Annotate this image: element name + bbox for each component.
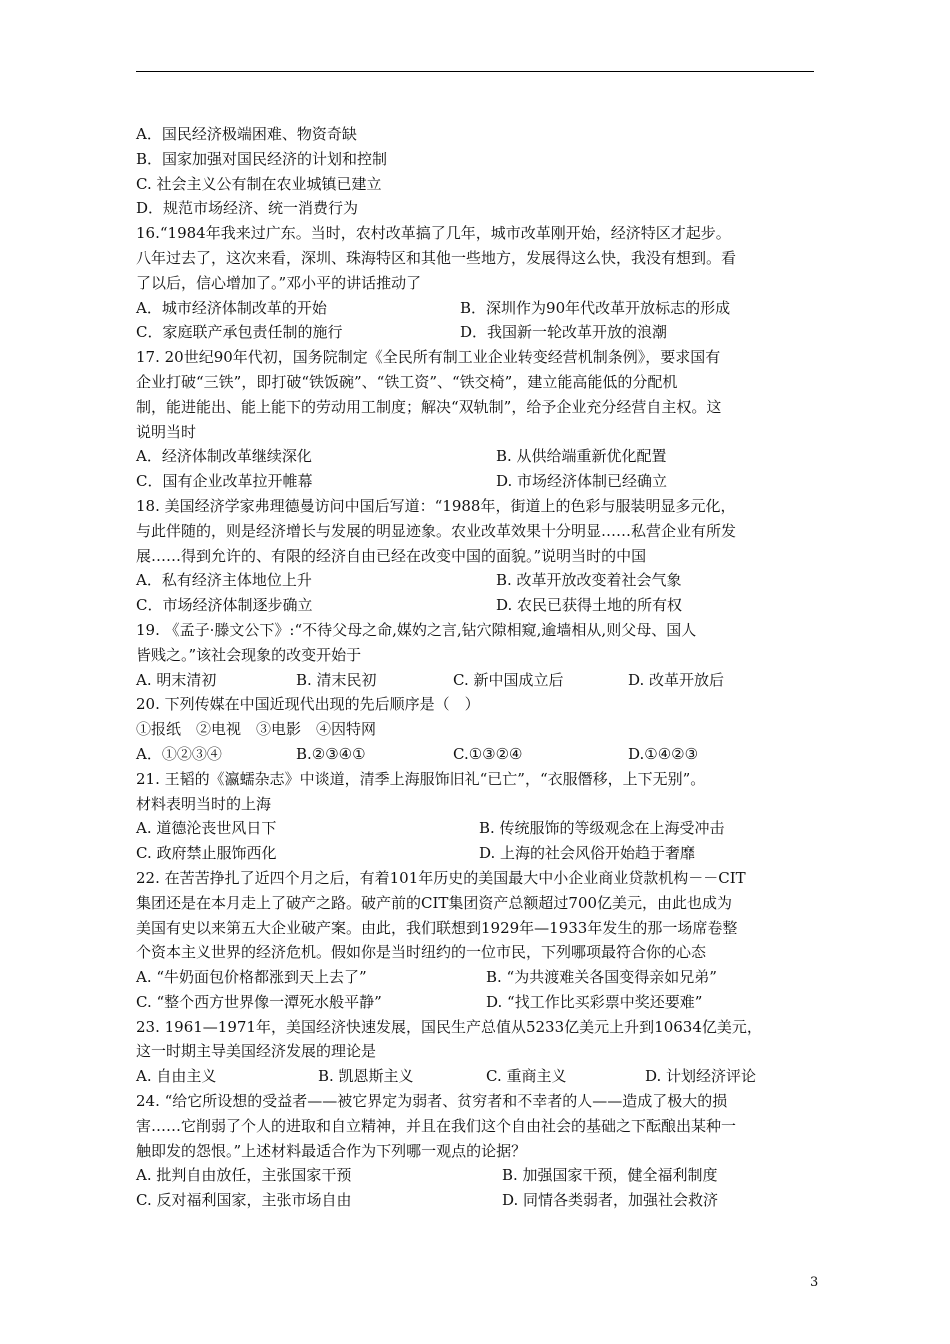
q24-stem-text-3: 触即发的怨恨。”上述材料最适合作为下列哪一观点的论据？ bbox=[136, 1141, 527, 1160]
q24-option-b: B. 加强国家干预，健全福利制度 bbox=[502, 1166, 718, 1185]
q17-options-row-2 bbox=[136, 469, 816, 494]
q19-option-b: B. 清末民初 bbox=[296, 670, 377, 689]
q23-stem-text-1: 23. 1961—1971年，美国经济快速发展，国民生产总值从5233亿美元上升到10634亿美元， bbox=[136, 1017, 762, 1036]
q17-option-b: B. 从供给端重新优化配置 bbox=[496, 447, 667, 466]
q19-option-d: D. 改革开放后 bbox=[628, 670, 725, 689]
q24-stem-text-2: 害……它削弱了个人的进取和自立精神，并且在我们这个自由社会的基础之下酝酿出某种一 bbox=[136, 1116, 737, 1135]
q20-items-line bbox=[136, 717, 816, 742]
q17-stem-text-1: 17. 20世纪90年代初，国务院制定《全民所有制工业企业转变经营机制条例》，要求国有 bbox=[136, 348, 721, 367]
q24-stem-line-3 bbox=[136, 1139, 816, 1164]
q23-option-a: A. 自由主义 bbox=[136, 1067, 217, 1086]
q22-stem-text-1: 22. 在苦苦挣扎了近四个月之后，有着101年历史的美国最大中小企业商业贷款机构－－CIT bbox=[136, 868, 746, 887]
q20-option-a: A．①②③④ bbox=[136, 744, 222, 763]
q15-option-b: B．国家加强对国民经济的计划和控制 bbox=[136, 149, 388, 168]
q18-options-row-1 bbox=[136, 568, 816, 593]
q23-stem-line-1 bbox=[136, 1015, 816, 1040]
q22-stem-line-2 bbox=[136, 891, 816, 916]
q20-items-text: ①报纸 ②电视 ③电影 ④因特网 bbox=[136, 720, 377, 739]
q22-stem-line-1 bbox=[136, 866, 816, 891]
q19-stem-text-2: 皆贱之。”该社会现象的改变开始于 bbox=[136, 645, 362, 664]
q17-stem-text-3: 制，能进能出、能上能下的劳动用工制度；解决“双轨制”，给予企业充分经营自主权。这 bbox=[136, 397, 722, 416]
q16-option-d: D．我国新一轮改革开放的浪潮 bbox=[460, 323, 668, 342]
q16-stem-line-3 bbox=[136, 271, 816, 296]
q18-option-b: B. 改革开放改变着社会气象 bbox=[496, 571, 682, 590]
q24-option-c: C. 反对福利国家，主张市场自由 bbox=[136, 1191, 352, 1210]
q17-stem-line-3 bbox=[136, 395, 816, 420]
q16-stem-line-2 bbox=[136, 246, 816, 271]
q21-option-d: D. 上海的社会风俗开始趋于奢靡 bbox=[479, 844, 696, 863]
q22-options-row-2 bbox=[136, 990, 816, 1015]
q21-option-a: A. 道德沦丧世风日下 bbox=[136, 819, 277, 838]
q24-stem-line-2 bbox=[136, 1114, 816, 1139]
q16-option-c: C．家庭联产承包责任制的施行 bbox=[136, 323, 343, 342]
q23-stem-line-2 bbox=[136, 1039, 816, 1064]
q22-stem-text-3: 美国有史以来第五大企业破产案。由此，我们联想到1929年—1933年发生的那一场席卷整 bbox=[136, 918, 738, 937]
q18-stem-text-3: 展……得到允许的、有限的经济自由已经在改变中国的面貌。”说明当时的中国 bbox=[136, 546, 647, 565]
q22-options-row-1 bbox=[136, 965, 816, 990]
q24-option-a: A. 批判自由放任，主张国家干预 bbox=[136, 1166, 352, 1185]
q18-stem-line-2 bbox=[136, 519, 816, 544]
q15-option-d: D．规范市场经济、统一消费行为 bbox=[136, 199, 359, 218]
q21-option-b: B. 传统服饰的等级观念在上海受冲击 bbox=[479, 819, 725, 838]
q16-option-a: A．城市经济体制改革的开始 bbox=[136, 298, 327, 317]
q16-options-row-2 bbox=[136, 320, 816, 345]
header-rule bbox=[136, 71, 814, 72]
q24-options-row-2 bbox=[136, 1188, 816, 1213]
q24-options-row-1 bbox=[136, 1163, 816, 1188]
q19-options-row bbox=[136, 668, 816, 693]
q20-option-b: B.②③④① bbox=[296, 744, 366, 763]
q15-option-a-line bbox=[136, 122, 816, 147]
q15-option-c-line bbox=[136, 172, 816, 197]
q21-stem-line-1 bbox=[136, 767, 816, 792]
q23-option-d: D. 计划经济评论 bbox=[645, 1067, 757, 1086]
q17-stem-text-2: 企业打破“三铁”，即打破“铁饭碗”、“铁工资”、“铁交椅”，建立能高能低的分配机 bbox=[136, 372, 678, 391]
q22-option-c: C. “整个西方世界像一潭死水般平静” bbox=[136, 992, 382, 1011]
q17-stem-line-4 bbox=[136, 420, 816, 445]
q22-option-a: A. “牛奶面包价格都涨到天上去了” bbox=[136, 968, 367, 987]
q16-stem-text-1: 16.“1984年我来过广东。当时，农村改革搞了几年，城市改革刚开始，经济特区才起步。 bbox=[136, 224, 731, 243]
q16-option-b: B．深圳作为90年代改革开放标志的形成 bbox=[460, 298, 731, 317]
q18-stem-text-1: 18. 美国经济学家弗理德曼访问中国后写道：“1988年，街道上的色彩与服装明显多元化， bbox=[136, 496, 736, 515]
q21-stem-text-1: 21. 王韬的《瀛蠕杂志》中谈道，清季上海服饰旧礼“已亡”，“衣服僭移，上下无别”。 bbox=[136, 769, 706, 788]
q17-stem-line-2 bbox=[136, 370, 816, 395]
q16-stem-text-2: 八年过去了，这次来看，深圳、珠海特区和其他一些地方，发展得这么快，我没有想到。看 bbox=[136, 248, 737, 267]
q20-stem-text: 20. 下列传媒在中国近现代出现的先后顺序是（ ） bbox=[136, 695, 480, 714]
q17-option-c: C．国有企业改革拉开帷幕 bbox=[136, 472, 313, 491]
q23-option-b: B. 凯恩斯主义 bbox=[318, 1067, 414, 1086]
q18-options-row-2 bbox=[136, 593, 816, 618]
exam-page-content bbox=[136, 122, 816, 1213]
q15-option-b-line bbox=[136, 147, 816, 172]
q17-option-a: A．经济体制改革继续深化 bbox=[136, 447, 312, 466]
q18-option-c: C．市场经济体制逐步确立 bbox=[136, 596, 313, 615]
q23-options-row bbox=[136, 1064, 816, 1089]
q18-stem-line-1 bbox=[136, 494, 816, 519]
q19-stem-line-2 bbox=[136, 643, 816, 668]
q23-stem-text-2: 这一时期主导美国经济发展的理论是 bbox=[136, 1042, 377, 1061]
q24-option-d: D. 同情各类弱者，加强社会救济 bbox=[502, 1191, 719, 1210]
q17-options-row-1 bbox=[136, 444, 816, 469]
q18-option-a: A．私有经济主体地位上升 bbox=[136, 571, 312, 590]
q22-stem-text-2: 集团还是在本月走上了破产之路。破产前的CIT集团资产总额超过700亿美元，由此也成为 bbox=[136, 893, 733, 912]
q21-options-row-2 bbox=[136, 841, 816, 866]
q16-stem-text-3: 了以后，信心增加了。”邓小平的讲话推动了 bbox=[136, 273, 422, 292]
page-number: 3 bbox=[810, 1275, 819, 1290]
q20-stem-line bbox=[136, 692, 816, 717]
q23-option-c: C. 重商主义 bbox=[486, 1067, 567, 1086]
q18-stem-text-2: 与此伴随的，则是经济增长与发展的明显迹象。农业改革效果十分明显……私营企业有所发 bbox=[136, 521, 737, 540]
q21-option-c: C. 政府禁止服饰西化 bbox=[136, 844, 277, 863]
q19-stem-line-1 bbox=[136, 618, 816, 643]
q20-options-row bbox=[136, 742, 816, 767]
q24-stem-text-1: 24. “给它所设想的受益者——被它界定为弱者、贫穷者和不幸者的人——造成了极大的损 bbox=[136, 1092, 728, 1111]
q20-option-d: D.①④②③ bbox=[628, 744, 699, 763]
q19-option-c: C. 新中国成立后 bbox=[453, 670, 564, 689]
q16-stem-line-1 bbox=[136, 221, 816, 246]
q21-options-row-1 bbox=[136, 816, 816, 841]
q17-stem-text-4: 说明当时 bbox=[136, 422, 197, 441]
q22-option-d: D. “找工作比买彩票中奖还要难” bbox=[486, 992, 703, 1011]
q21-stem-line-2 bbox=[136, 792, 816, 817]
q22-stem-line-3 bbox=[136, 916, 816, 941]
q21-stem-text-2: 材料表明当时的上海 bbox=[136, 794, 272, 813]
q22-option-b: B. “为共渡难关各国变得亲如兄弟” bbox=[486, 968, 717, 987]
q17-option-d: D. 市场经济体制已经确立 bbox=[496, 472, 668, 491]
q20-option-c: C.①③②④ bbox=[453, 744, 523, 763]
q15-option-a: A．国民经济极端困难、物资奇缺 bbox=[136, 125, 357, 143]
q19-stem-text-1: 19. 《孟子·滕文公下》:“不待父母之命,媒妁之言,钻穴隙相窥,逾墙相从,则父母、国人 bbox=[136, 620, 697, 639]
q24-stem-line-1 bbox=[136, 1089, 816, 1114]
q19-option-a: A. 明末清初 bbox=[136, 670, 217, 689]
q15-option-c: C. 社会主义公有制在农业城镇已建立 bbox=[136, 174, 382, 193]
q16-options-row-1 bbox=[136, 296, 816, 321]
q15-option-d-line bbox=[136, 196, 816, 221]
q17-stem-line-1 bbox=[136, 345, 816, 370]
q22-stem-text-4: 个资本主义世界的经济危机。假如你是当时纽约的一位市民，下列哪项最符合你的心态 bbox=[136, 943, 707, 962]
q18-option-d: D. 农民已获得土地的所有权 bbox=[496, 596, 683, 615]
q18-stem-line-3 bbox=[136, 544, 816, 569]
q22-stem-line-4 bbox=[136, 940, 816, 965]
